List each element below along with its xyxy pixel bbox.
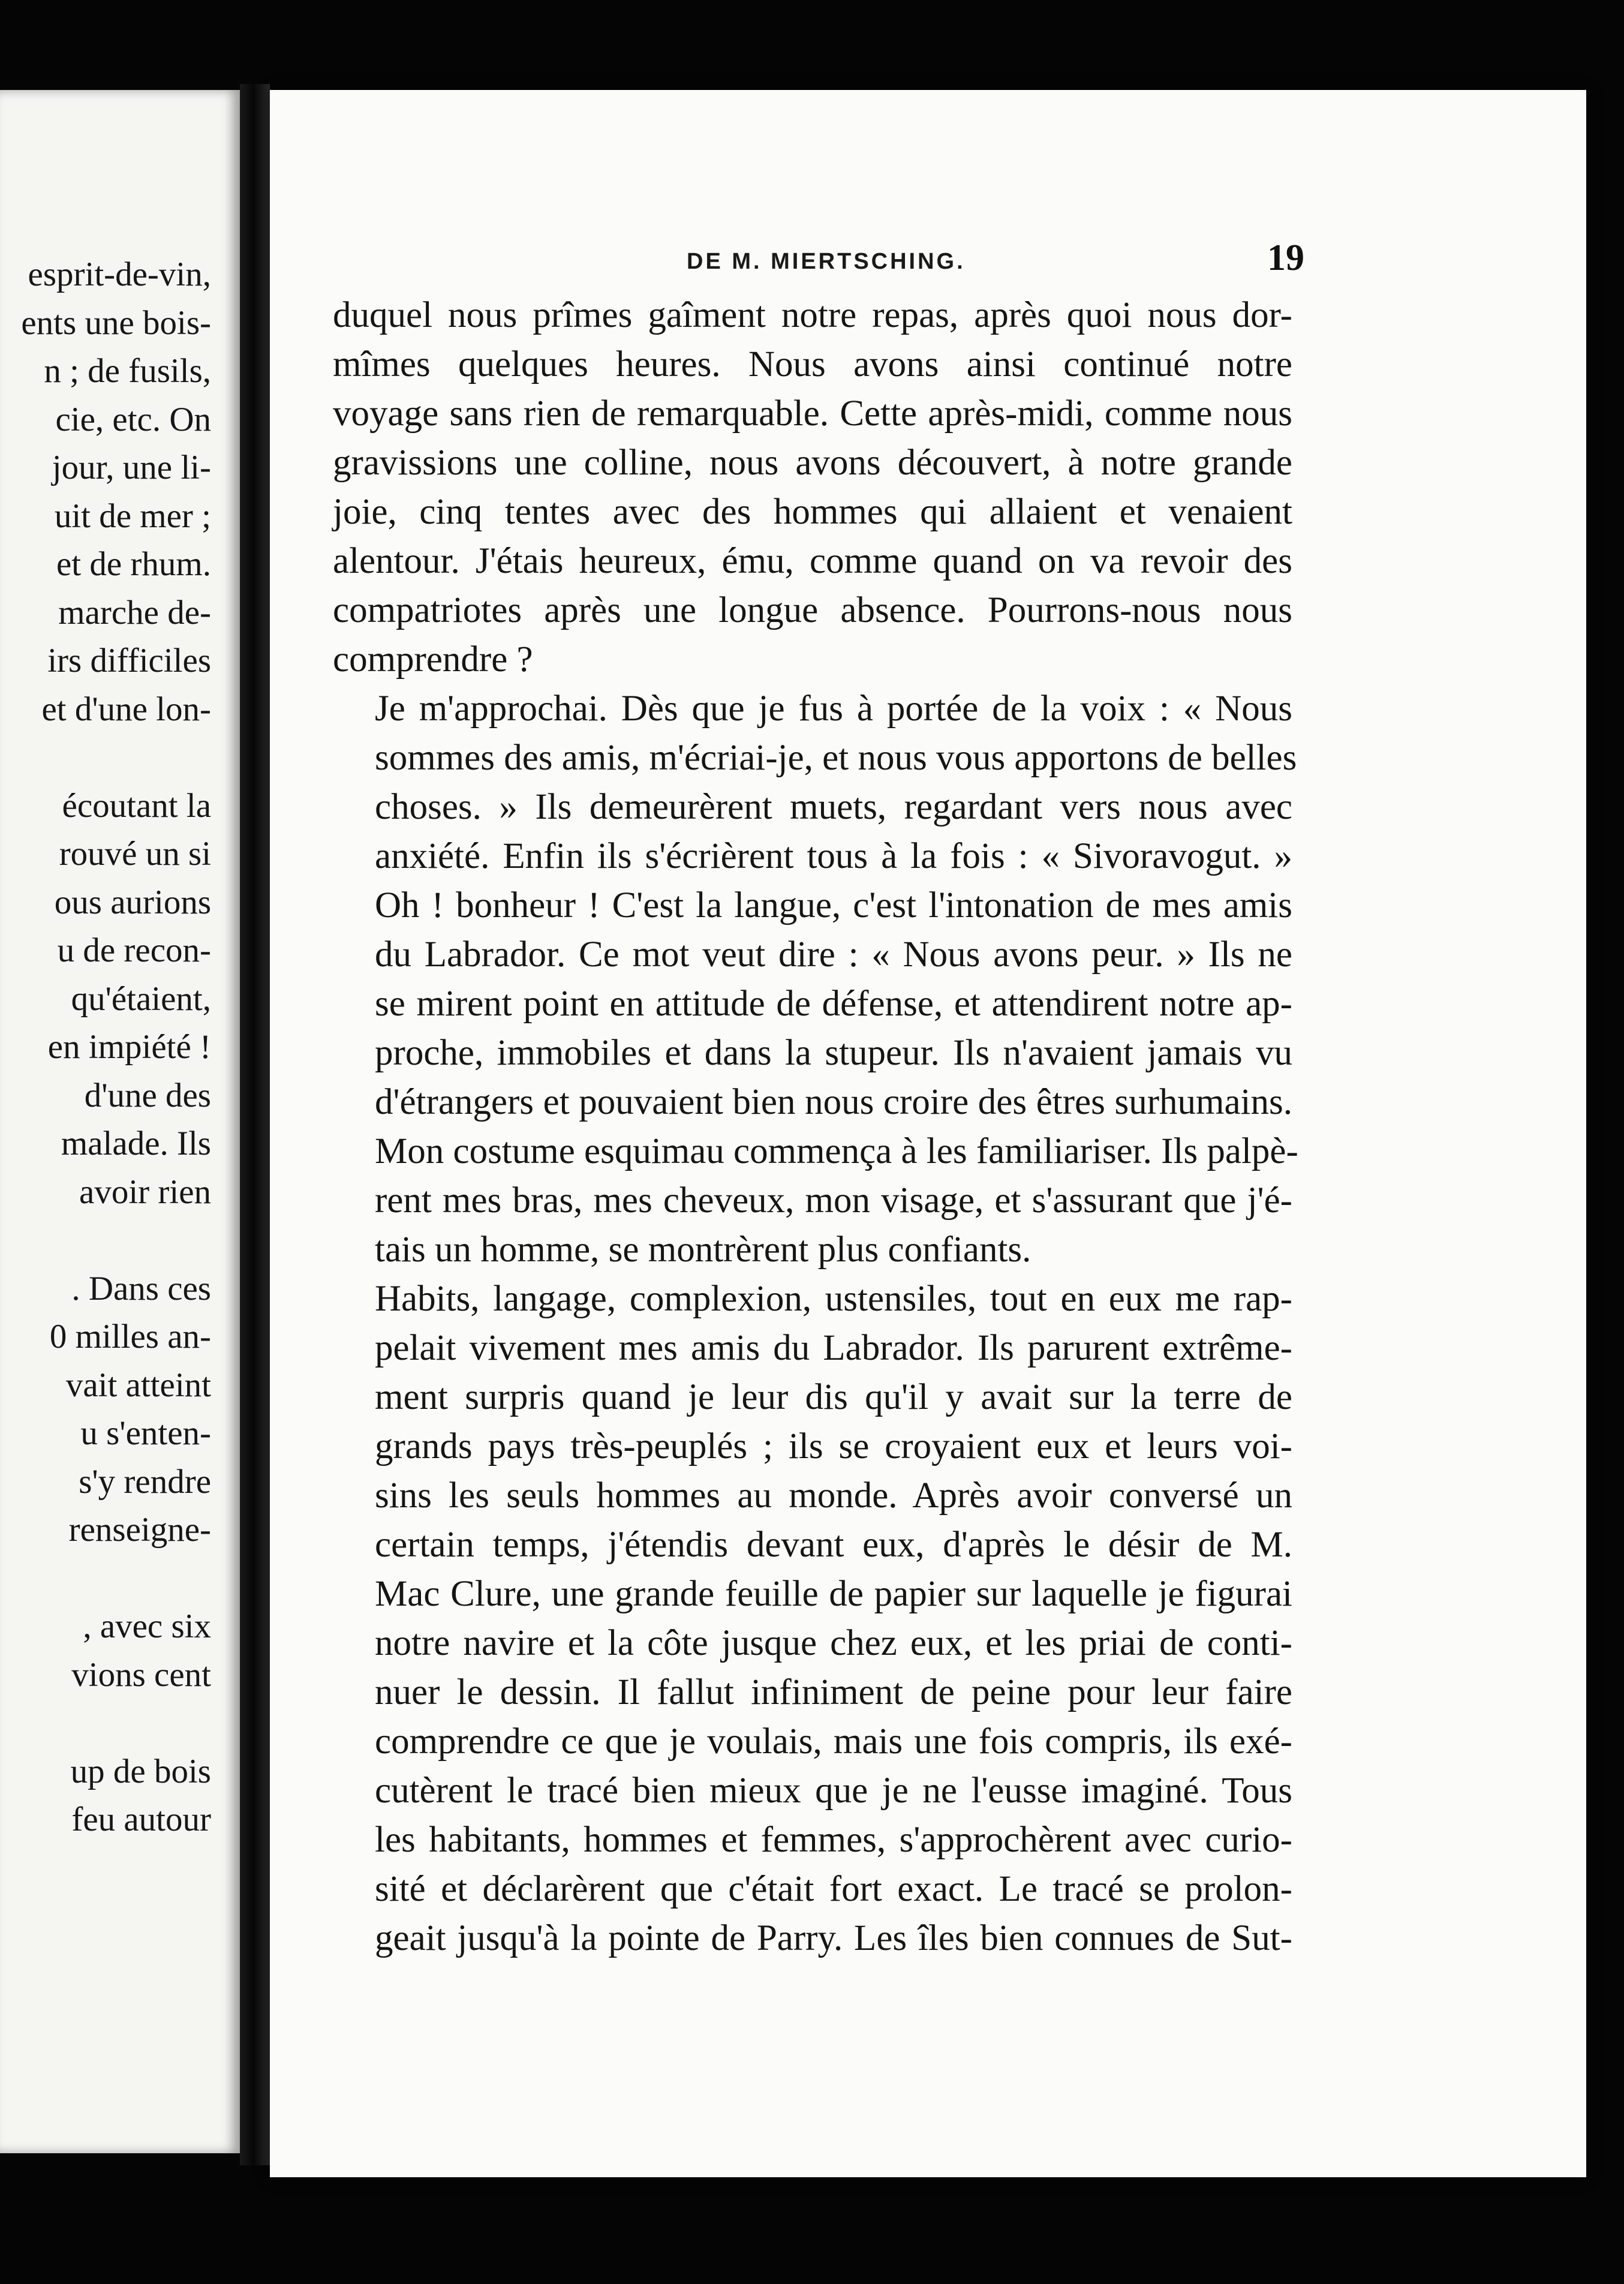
text-line: Je m'approchai. Dès que je fus à portée de la voix : « Nous (375, 689, 1292, 729)
text-line: mîmes quelques heures. Nous avons ainsi continué notre (333, 344, 1292, 384)
text-line: grands pays très-peuplés ; ils se croyaient eux et leurs voi- (375, 1426, 1292, 1466)
text-line: voyage sans rien de remarquable. Cette après-midi, comme nous (333, 393, 1292, 434)
left-page-line: . Dans ces (71, 1269, 211, 1308)
text-line: duquel nous prîmes gaîment notre repas, après quoi nous dor- (333, 295, 1292, 335)
text-line: sité et déclarèrent que c'était fort exact. Le tracé se prolon- (375, 1869, 1292, 1909)
text-line: Habits, langage, complexion, ustensiles, tout en eux me rap- (375, 1279, 1292, 1319)
left-page-line: uit de mer ; (54, 497, 211, 535)
left-page-line: ents une bois- (21, 303, 211, 342)
paragraph (333, 1275, 1292, 1963)
left-page-line: avoir rien (79, 1173, 211, 1211)
text-line: alentour. J'étais heureux, ému, comme quand on va revoir des (333, 541, 1292, 581)
text-line: du Labrador. Ce mot veut dire : « Nous avons peur. » Ils ne (375, 934, 1292, 975)
text-line: sins les seuls hommes au monde. Après avoir conversé un (375, 1475, 1292, 1516)
left-page-line: qu'étaient, (71, 979, 211, 1018)
left-page-line: s'y rendre (79, 1462, 211, 1501)
left-page-line: marche de- (58, 593, 211, 632)
left-page-line: d'une des (84, 1076, 211, 1114)
left-page-line: écoutant la (62, 786, 211, 825)
text-line: pelait vivement mes amis du Labrador. Ils parurent extrême- (375, 1328, 1292, 1368)
text-line: geait jusqu'à la pointe de Parry. Les îles bien connues de Sut- (375, 1918, 1292, 1958)
text-line: comprendre ? (333, 639, 533, 680)
left-page-line: en impiété ! (47, 1028, 211, 1066)
left-page-line: malade. Ils (61, 1125, 211, 1162)
left-page-line: ous aurions (54, 883, 211, 921)
body-text (333, 291, 1298, 1963)
left-page-line: irs difficiles (47, 642, 211, 680)
left-page-line: jour, une li- (52, 449, 211, 486)
left-page-line: et de rhum. (56, 545, 211, 583)
text-line: ment surpris quand je leur dis qu'il y avait sur la terre de (375, 1377, 1292, 1417)
text-line: anxiété. Enfin ils s'écrièrent tous à la fois : « Sivoravogut. » (375, 836, 1292, 876)
text-line: certain temps, j'étendis devant eux, d'après le désir de M. (375, 1525, 1292, 1565)
left-page-line: , avec six (83, 1607, 211, 1645)
left-page-line: renseigne- (68, 1511, 211, 1549)
left-facing-page (0, 90, 240, 2153)
left-page-line: vions cent (71, 1655, 211, 1694)
page-number: 19 (1267, 238, 1304, 278)
left-page-line: vait atteint (65, 1366, 211, 1404)
text-line: compatriotes après une longue absence. Pourrons-nous nous (333, 590, 1292, 630)
book-gutter (240, 84, 270, 2165)
left-page-line: u s'enten- (80, 1414, 211, 1452)
text-line: rent mes bras, mes cheveux, mon visage, et s'assurant que j'é- (375, 1180, 1292, 1221)
text-line: Mon costume esquimau commença à les familiariser. Ils palpè- (375, 1131, 1298, 1171)
right-page (270, 90, 1586, 2177)
text-line: sommes des amis, m'écriai-je, et nous vous apportons de belles (375, 738, 1297, 778)
left-page-line: et d'une lon- (41, 690, 211, 728)
text-line: d'étrangers et pouvaient bien nous croire des êtres surhumains. (375, 1082, 1292, 1122)
left-page-line: esprit-de-vin, (28, 256, 211, 293)
text-line: gravissions une colline, nous avons découvert, à notre grande (333, 443, 1292, 483)
text-line: cutèrent le tracé bien mieux que je ne l'eusse imaginé. Tous (375, 1771, 1292, 1811)
running-head (687, 237, 1304, 285)
left-page-line: u de recon- (57, 931, 211, 969)
left-page-line: 0 milles an- (49, 1318, 211, 1356)
text-line: choses. » Ils demeurèrent muets, regardant vers nous avec (375, 787, 1292, 827)
text-line: proche, immobiles et dans la stupeur. Ils n'avaient jamais vu (375, 1033, 1292, 1073)
text-line: se mirent point en attitude de défense, et attendirent notre ap- (375, 984, 1292, 1024)
running-title: DE M. MIERTSCHING. (687, 249, 966, 274)
text-line: notre navire et la côte jusque chez eux, et les priai de conti- (375, 1623, 1292, 1663)
left-page-line: n ; de fusils, (44, 352, 211, 390)
text-line: tais un homme, se montrèrent plus confiants. (375, 1230, 1031, 1270)
text-line: Oh ! bonheur ! C'est la langue, c'est l'intonation de mes amis (375, 885, 1292, 925)
text-line: comprendre ce que je voulais, mais une fois compris, ils exé- (375, 1721, 1292, 1762)
left-page-line: cie, etc. On (55, 400, 211, 438)
paragraph (333, 684, 1298, 1275)
text-line: Mac Clure, une grande feuille de papier sur laquelle je figurai (375, 1574, 1292, 1614)
text-line: les habitants, hommes et femmes, s'approchèrent avec curio- (375, 1820, 1292, 1860)
left-page-line: feu autour (71, 1801, 211, 1838)
text-line: nuer le dessin. Il fallut infiniment de peine pour leur faire (375, 1672, 1292, 1712)
paragraph (333, 291, 1292, 684)
left-page-line: rouvé un si (59, 835, 211, 873)
text-line: joie, cinq tentes avec des hommes qui allaient et venaient (333, 492, 1292, 532)
left-page-line: up de bois (70, 1752, 211, 1790)
